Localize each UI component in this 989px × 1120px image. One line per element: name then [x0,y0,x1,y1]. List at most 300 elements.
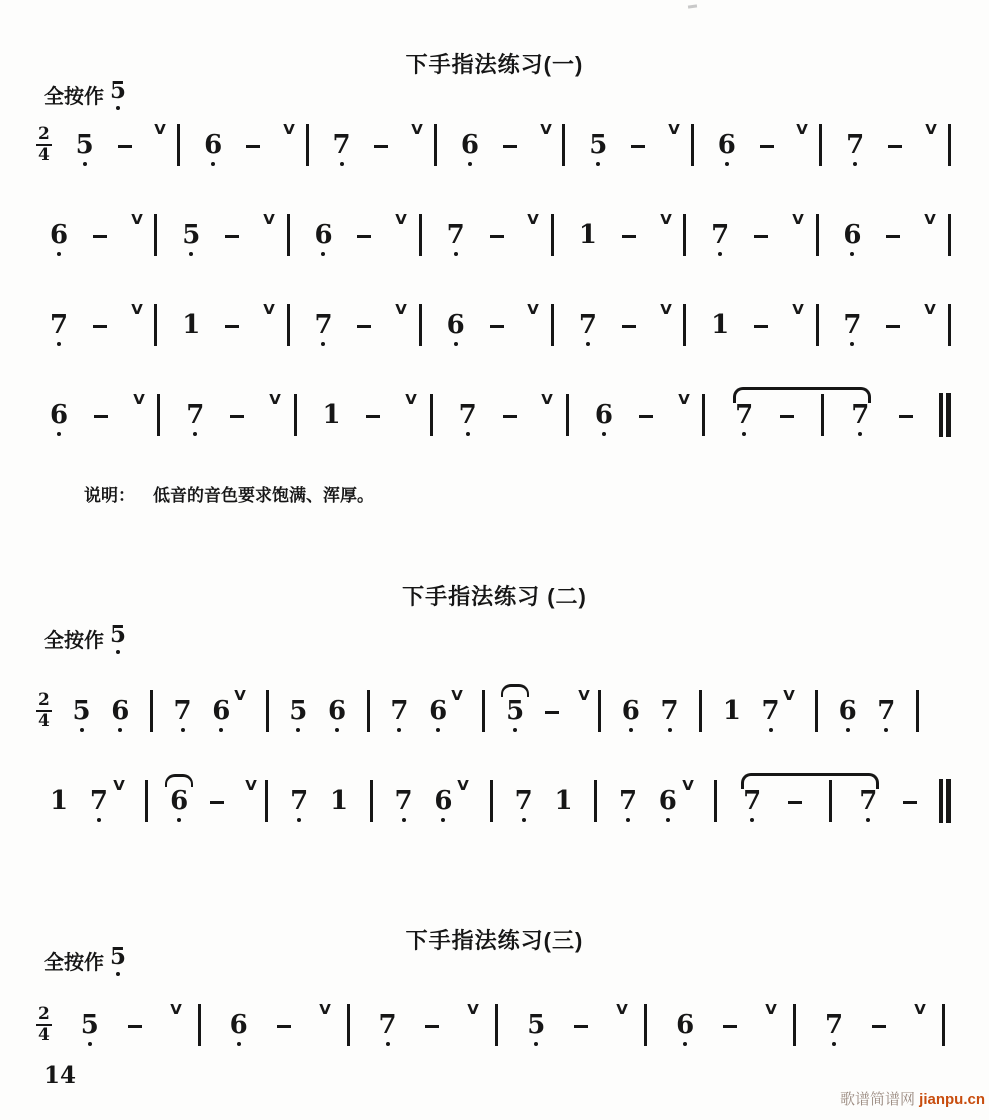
breath-mark: V [914,1002,926,1018]
time-signature-denominator: 4 [38,145,50,165]
duration-dash [357,235,371,238]
low-octave-dot [397,728,401,732]
breath-mark: V [283,122,295,138]
barline [702,394,705,436]
note [290,788,308,814]
low-octave-dot [468,162,472,166]
note [506,698,524,724]
breath-mark: V [395,302,407,318]
note-digit: 6 [621,696,640,726]
note-digit: 6 [50,220,69,250]
time-signature [36,1006,52,1044]
duration-dash [246,145,260,148]
note [72,698,90,724]
key-note [108,77,127,105]
time-signature [36,126,52,164]
note [110,945,126,968]
note-digit: 6 [434,786,453,816]
note [527,1012,545,1038]
note-digit: 1 [329,786,349,816]
barline [347,1004,350,1046]
breath-mark: V [234,688,246,704]
note-digit: 6 [429,696,448,726]
scan-artifact [688,4,697,8]
note [170,788,188,814]
low-octave-dot [57,252,61,256]
breath-mark: V [925,122,937,138]
barline [816,214,819,256]
barline [482,690,485,732]
barline [683,304,686,346]
watermark [840,1088,985,1109]
music-line [36,994,945,1056]
barline [145,780,148,822]
key-note [108,621,127,649]
note [846,132,864,158]
note-digit: 7 [390,696,409,726]
low-octave-dot [522,818,526,822]
note-digit: 6 [229,1010,248,1040]
note-digit: 1 [722,696,741,726]
breath-mark: V [169,1002,182,1018]
duration-dash [574,1025,588,1028]
note [390,698,408,724]
note-digit: 7 [89,786,108,816]
breath-mark: V [130,212,143,228]
breath-mark: V [451,688,463,704]
duration-dash [277,1025,291,1028]
note [743,788,761,814]
note-digit: 1 [554,786,573,816]
note-digit: 5 [527,1010,546,1040]
low-octave-dot [335,728,339,732]
low-octave-dot [402,818,406,822]
breath-mark: V [269,392,281,408]
barline [294,394,297,436]
exercise-3-title: 下手指法练习(三) [405,928,584,954]
low-octave-dot [626,818,630,822]
breath-mark: V [924,302,936,318]
note [579,222,597,248]
low-octave-dot [666,818,670,822]
note [459,402,477,428]
final-barline-thin [939,779,943,823]
note [619,788,637,814]
note-digit: 1 [50,786,69,816]
breath-mark: V [659,212,672,228]
exercise-1-remark [84,481,374,506]
note [204,132,222,158]
breath-mark: V [924,212,936,228]
note [186,402,204,428]
note [723,698,741,724]
exercise-2-staff [36,680,951,860]
note [711,312,729,338]
note-digit: 6 [460,130,479,160]
low-octave-dot [718,252,722,256]
duration-dash [93,235,107,238]
note [50,402,68,428]
music-line [36,680,919,742]
duration-dash [788,801,802,804]
arc-mark [501,684,529,697]
note-digit: 5 [75,130,94,160]
note-digit: 7 [711,220,730,250]
time-signature-numerator: 2 [38,124,50,144]
time-signature-numerator: 2 [38,1004,50,1024]
barline [819,124,822,166]
note-digit: 1 [322,400,341,430]
note-digit: 6 [111,696,130,726]
note [711,222,729,248]
duration-dash [490,325,504,328]
note [877,698,895,724]
note-digit: 1 [182,310,201,340]
duration-dash [760,145,774,148]
duration-dash [886,325,900,328]
low-octave-dot [534,1042,538,1046]
barline [948,124,951,166]
breath-mark: V [411,122,424,138]
duration-dash [230,415,244,418]
note-digit: 5 [589,130,608,160]
low-octave-dot [296,728,300,732]
note [182,312,200,338]
note [659,788,677,814]
low-octave-dot [57,342,61,346]
note-digit: 7 [846,130,865,160]
low-octave-dot [211,162,215,166]
note [50,222,68,248]
barline [370,780,373,822]
barline [815,690,818,732]
low-octave-dot [193,432,197,436]
low-octave-dot [321,342,325,346]
note-digit: 6 [328,696,347,726]
note [579,312,597,338]
note-digit: 7 [394,786,413,816]
note [230,1012,248,1038]
time-signature-denominator: 4 [38,1025,50,1045]
music-line [36,114,951,176]
breath-mark: V [244,778,257,794]
barline [562,124,565,166]
page-number: 14 [44,1062,77,1089]
note [174,698,192,724]
note-digit: 6 [204,130,223,160]
note-digit: 7 [290,786,309,816]
note-digit: 5 [182,220,201,250]
note-digit: 7 [314,310,333,340]
duration-dash [622,325,636,328]
note [622,698,640,724]
note-digit: 7 [851,400,870,430]
note-digit: 5 [72,696,91,726]
barline [948,304,951,346]
note-digit: 7 [743,786,762,816]
low-octave-dot [629,728,633,732]
note-digit: 5 [506,696,525,726]
key-label: 全按作 [44,952,104,974]
note [50,788,68,814]
low-octave-dot [846,728,850,732]
note [289,698,307,724]
note-digit: 5 [110,621,127,648]
low-octave-dot [219,728,223,732]
low-octave-dot [83,162,87,166]
note-digit: 7 [378,1010,397,1040]
final-barline [939,779,951,823]
note-digit: 6 [717,130,736,160]
music-line [36,384,951,446]
key-note [108,943,127,971]
low-octave-dot [858,432,862,436]
low-octave-dot [177,818,181,822]
breath-mark: V [112,778,125,794]
breath-mark: V [616,1002,629,1018]
duration-dash [780,415,794,418]
duration-dash [622,235,636,238]
note-digit: 6 [212,696,231,726]
barline [916,690,919,732]
note [735,402,753,428]
note [851,402,869,428]
barline [287,304,290,346]
key-designation-2 [44,621,127,653]
duration-dash [545,711,559,714]
time-signature-numerator: 2 [38,690,50,710]
note [843,222,861,248]
note-digit: 6 [838,696,857,726]
barline [490,780,493,822]
note-digit: 7 [458,400,477,430]
note-digit: 6 [50,400,69,430]
low-octave-dot [832,1042,836,1046]
note [676,1012,694,1038]
note [110,623,126,646]
barline [942,1004,945,1046]
duration-dash [872,1025,886,1028]
note-digit: 6 [594,400,613,430]
low-octave-dot [602,432,606,436]
note-digit: 7 [514,786,533,816]
duration-dash [93,325,107,328]
low-octave-dot [750,818,754,822]
low-octave-dot [850,252,854,256]
note [429,698,447,724]
low-octave-dot [769,728,773,732]
note-digit: 5 [80,1010,99,1040]
barline [495,1004,498,1046]
breath-mark: V [765,1002,777,1018]
key-label: 全按作 [44,630,104,652]
barline [430,394,433,436]
duration-dash [886,235,900,238]
remark-text: 低音的音色要求饱满、浑厚。 [153,486,374,505]
low-octave-dot [586,342,590,346]
duration-dash [903,801,917,804]
note [332,132,350,158]
note [589,132,607,158]
watermark-site-url[interactable]: jianpu.cn [919,1091,985,1108]
breath-mark: V [154,122,167,138]
low-octave-dot [454,342,458,346]
note [461,132,479,158]
exercise-1-staff [36,114,951,474]
key-designation-1 [44,77,127,109]
remark-label: 说明： [84,486,135,505]
note [843,312,861,338]
note [660,698,678,724]
note-digit: 6 [170,786,189,816]
barline [566,394,569,436]
low-octave-dot [454,252,458,256]
barline [306,124,309,166]
note-digit: 7 [843,310,862,340]
note [90,788,108,814]
low-octave-dot [441,818,445,822]
note-digit: 6 [676,1010,695,1040]
barline [816,304,819,346]
breath-mark: V [796,122,809,138]
barline [154,214,157,256]
low-octave-dot [668,728,672,732]
barline [434,124,437,166]
time-signature-denominator: 4 [38,711,50,731]
tie-group [731,384,873,446]
duration-dash [357,325,371,328]
note-digit: 7 [618,786,638,816]
barline [150,690,153,732]
note-digit: 7 [761,696,780,726]
duration-dash [754,325,768,328]
music-line [36,204,951,266]
barline [714,780,717,822]
note-digit: 7 [446,220,465,250]
final-barline-thick [946,779,951,823]
exercise-2-title: 下手指法练习 (二) [402,584,587,610]
breath-mark: V [681,778,694,794]
exercise-3-staff [36,994,951,1084]
barline [683,214,686,256]
note-digit: 7 [173,696,192,726]
barline [154,304,157,346]
note-digit: 7 [50,310,69,340]
note-digit: 7 [859,786,878,816]
note [839,698,857,724]
duration-dash [639,415,653,418]
barline [287,214,290,256]
duration-dash [128,1025,142,1028]
note-digit: 5 [110,77,127,104]
note [322,402,340,428]
breath-mark: V [318,1002,331,1018]
barline [594,780,597,822]
low-octave-dot [853,162,857,166]
time-signature [36,692,52,730]
breath-mark: V [783,688,796,704]
breath-mark: V [527,302,540,318]
low-octave-dot [386,1042,390,1046]
note [554,788,572,814]
low-octave-dot [850,342,854,346]
barline [177,124,180,166]
low-octave-dot [297,818,301,822]
note-digit: 6 [446,310,465,340]
note-digit: 7 [660,696,679,726]
duration-dash [723,1025,737,1028]
barline [198,1004,201,1046]
note-digit: 7 [578,310,597,340]
breath-mark: V [578,688,591,704]
breath-mark: V [130,302,143,318]
note [314,222,332,248]
key-designation-3 [44,943,127,975]
breath-mark: V [467,1002,480,1018]
duration-dash [490,235,504,238]
breath-mark: V [668,122,680,138]
note-digit: 6 [658,786,677,816]
duration-dash [210,801,224,804]
low-octave-dot [683,1042,687,1046]
note-digit: 7 [824,1010,844,1040]
breath-mark: V [791,302,804,318]
final-barline-thin [939,393,943,437]
note [378,1012,396,1038]
barline [699,690,702,732]
note-digit: 6 [843,220,862,250]
low-octave-dot [57,432,61,436]
low-octave-dot [340,162,344,166]
barline [419,304,422,346]
barline [157,394,160,436]
duration-dash [94,415,108,418]
barline [598,690,601,732]
barline [266,690,269,732]
note [859,788,877,814]
duration-dash [899,415,913,418]
note [212,698,230,724]
duration-dash [888,145,902,148]
breath-mark: V [677,392,690,408]
note [50,312,68,338]
duration-dash [118,145,132,148]
music-line [36,294,951,356]
breath-mark: V [457,778,469,794]
low-octave-dot [118,728,122,732]
arc-mark [165,774,193,787]
note-digit: 7 [877,696,896,726]
breath-mark: V [395,212,407,228]
duration-dash [225,235,239,238]
exercise-1-title: 下手指法练习(一) [405,52,584,78]
low-octave-dot [88,1042,92,1046]
note [314,312,332,338]
barline [367,690,370,732]
low-octave-dot [742,432,746,436]
duration-dash [366,415,380,418]
low-octave-dot [513,728,517,732]
low-octave-dot [116,972,120,976]
low-octave-dot [866,818,870,822]
note [434,788,452,814]
duration-dash [631,145,645,148]
note [825,1012,843,1038]
barline [551,304,554,346]
note [595,402,613,428]
low-octave-dot [884,728,888,732]
note [328,698,346,724]
